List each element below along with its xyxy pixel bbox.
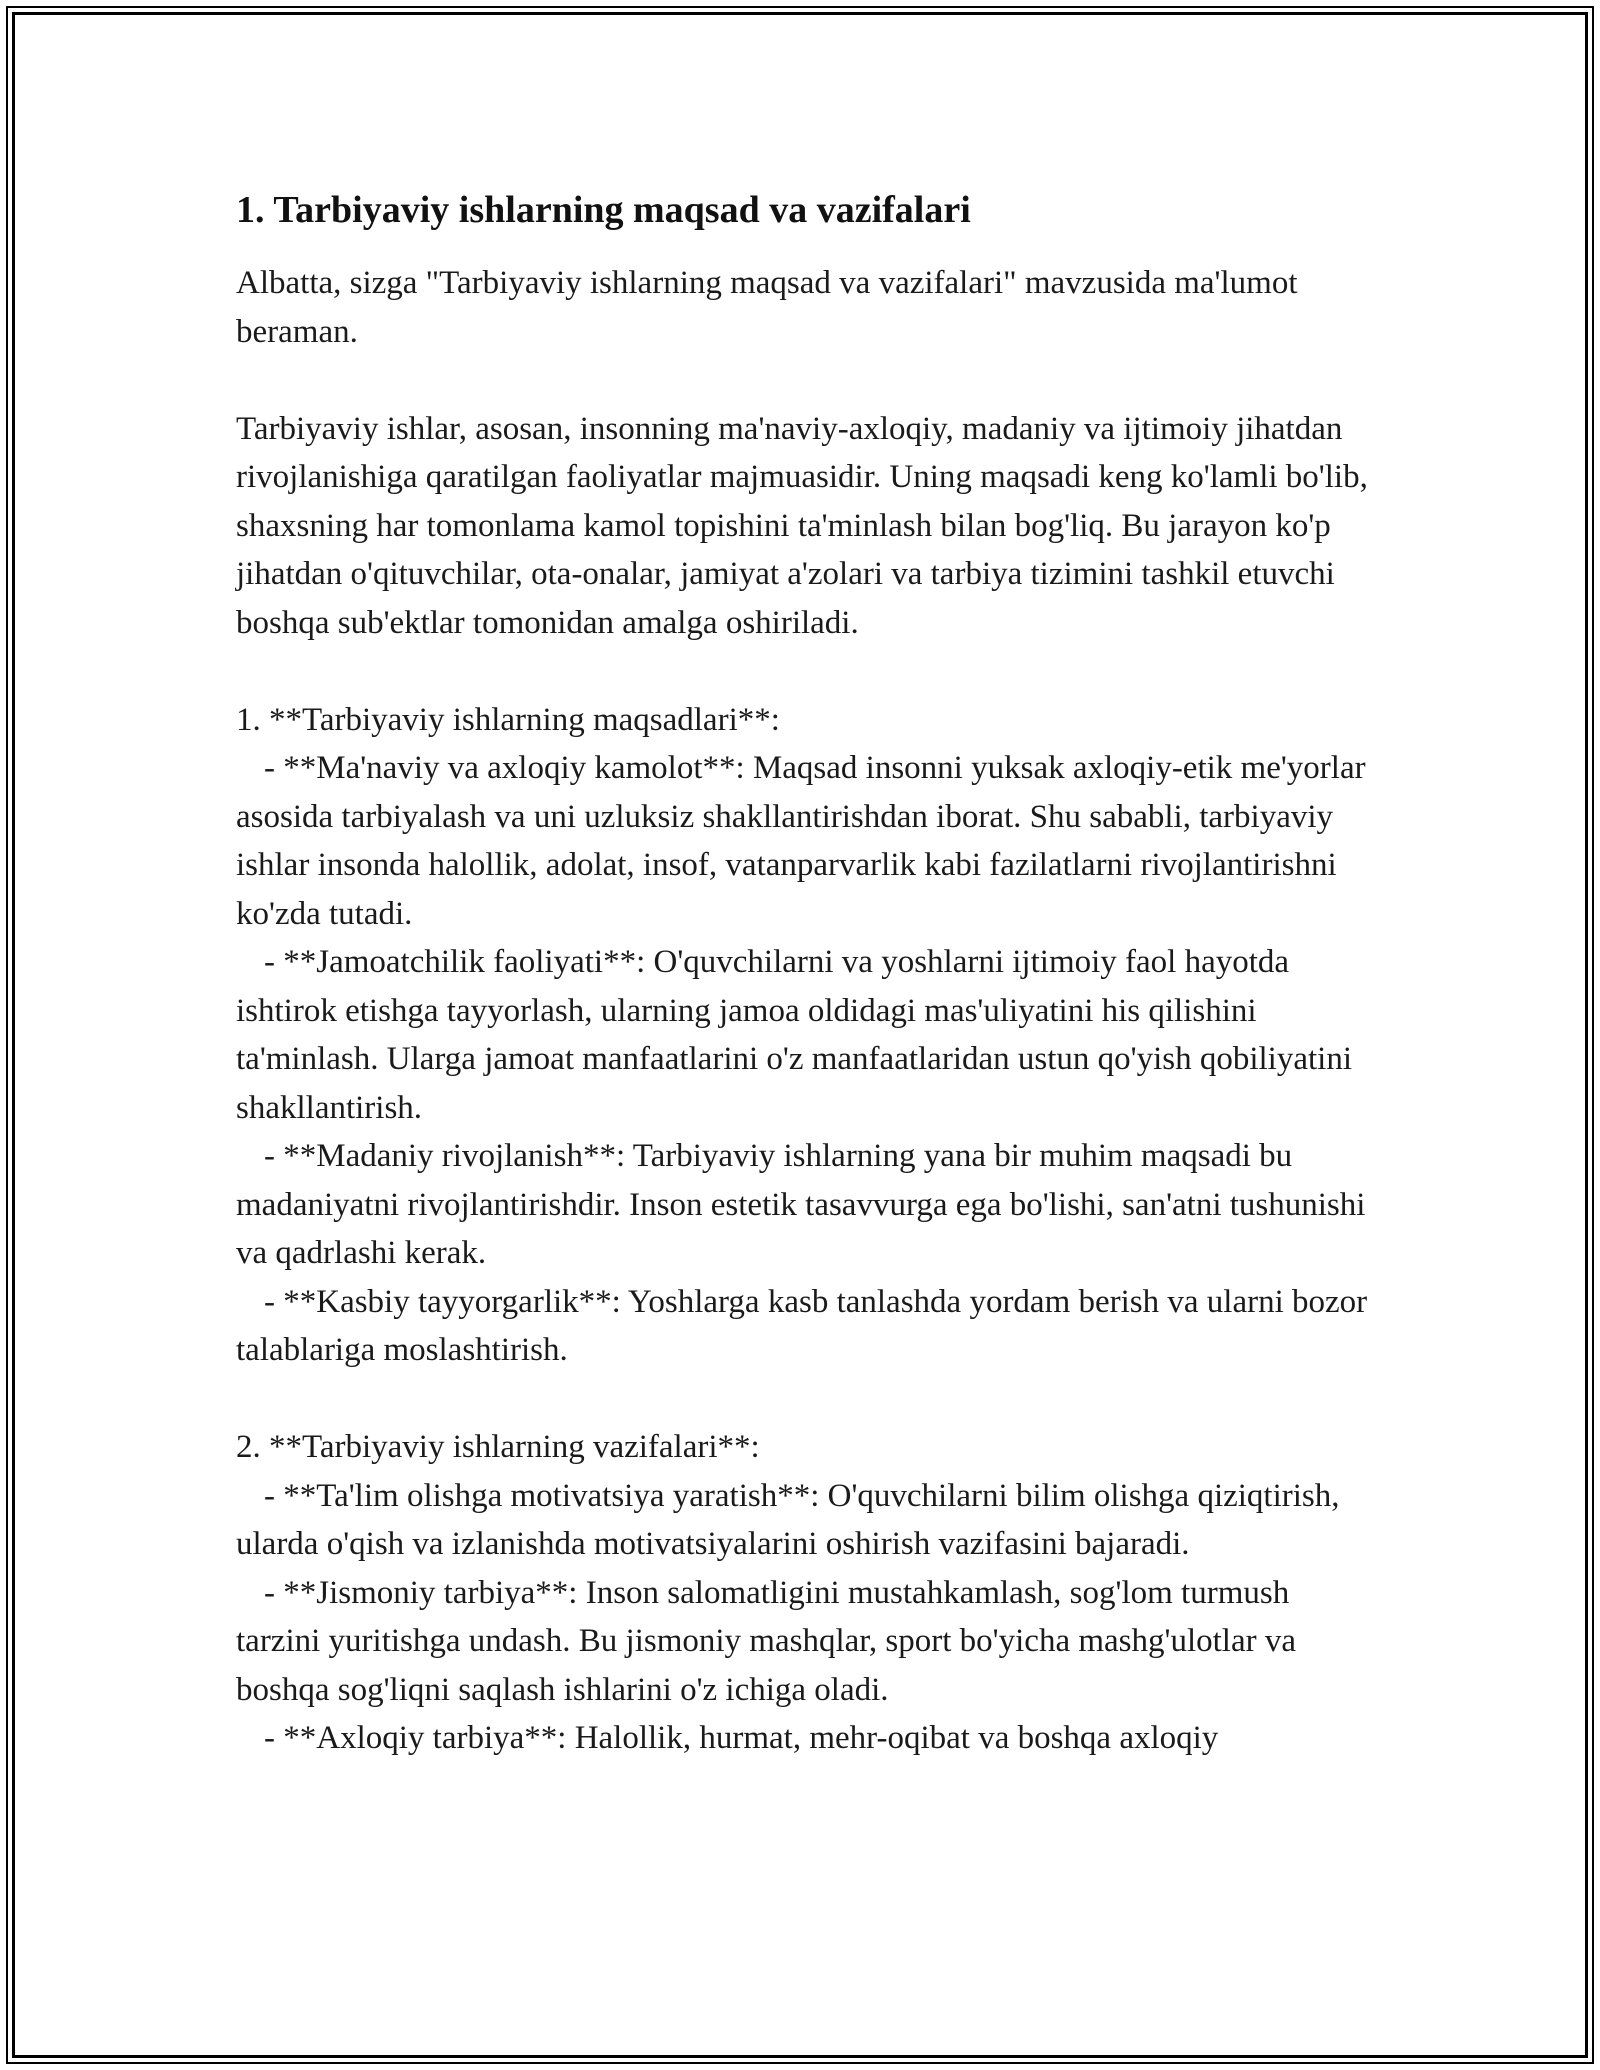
section-heading: 1. **Tarbiyaviy ishlarning maqsadlari**:	[236, 701, 780, 738]
overview-paragraph: Tarbiyaviy ishlar, asosan, insonning ma'naviy-axloqiy, madaniy va ijtimoiy jihatdan rivojlanishiga qaratilgan faoliyatlar majmuasidir. Uning maqsadi keng ko'lamli bo'lib, shaxsning har tomonlama kamol topishini ta'minlash bilan bog'liq. Bu jarayon ko'p jihatdan o'qituvchilar, ota-onalar, jamiyat a'zolari va tarbiya tizimini tashkil etuvchi boshqa sub'ektlar tomonidan amalga oshiriladi.	[236, 410, 1368, 641]
list-item: - **Jismoniy tarbiya**: Inson salomatligini mustahkamlash, sog'lom turmush tarzini yuritishga undash. Bu jismoniy mashqlar, sport bo'yicha mashg'ulotlar va boshqa sog'liqni saqlash ishlarini o'z ichiga oladi.	[236, 1574, 1296, 1708]
list-item: - **Kasbiy tayyorgarlik**: Yoshlarga kasb tanlashda yordam berish va ularni bozor talablariga moslashtirish.	[236, 1283, 1368, 1368]
list-item: - **Jamoatchilik faoliyati**: O'quvchilarni va yoshlarni ijtimoiy faol hayotda ishtirok etishga tayyorlash, ularning jamoa oldidagi mas'uliyatini his qilishini ta'minlash. Ularga jamoat manfaatlarini o'z manfaatlaridan ustun qo'yish qobiliyatini shakllantirish.	[236, 944, 1353, 1126]
section-heading: 2. **Tarbiyaviy ishlarning vazifalari**:	[236, 1429, 760, 1465]
document-body	[236, 186, 1376, 1811]
document-title: 1. Tarbiyaviy ishlarning maqsad va vazifalari	[236, 189, 971, 231]
list-item: - **Madaniy rivojlanish**: Tarbiyaviy ishlarning yana bir muhim maqsadi bu madaniyatni rivojlantirishdir. Inson estetik tasavvurga ega bo'lishi, san'atni tushunishi va qadrlashi kerak.	[236, 1138, 1366, 1271]
list-item: - **Axloqiy tarbiya**: Halollik, hurmat, mehr-oqibat va boshqa axloqiy	[264, 1720, 1219, 1756]
section-goals	[236, 696, 1376, 1375]
intro-paragraph: Albatta, sizga "Tarbiyaviy ishlarning maqsad va vazifalari" mavzusida ma'lumot beraman.	[236, 265, 1298, 350]
list-item: - **Ta'lim olishga motivatsiya yaratish**: O'quvchilarni bilim olishga qiziqtirish, ularda o'qish va izlanishda motivatsiyalarini oshirish vazifasini bajaradi.	[236, 1477, 1340, 1562]
list-item: - **Ma'naviy va axloqiy kamolot**: Maqsad insonni yuksak axloqiy-etik me'yorlar asosida tarbiyalash va uni uzluksiz shakllantirishdan iborat. Shu sababli, tarbiyaviy ishlar insonda halollik, adolat, insof, vatanparvarlik kabi fazilatlarni rivojlantirishni ko'zda tutadi.	[236, 750, 1366, 932]
section-tasks	[236, 1423, 1376, 1763]
